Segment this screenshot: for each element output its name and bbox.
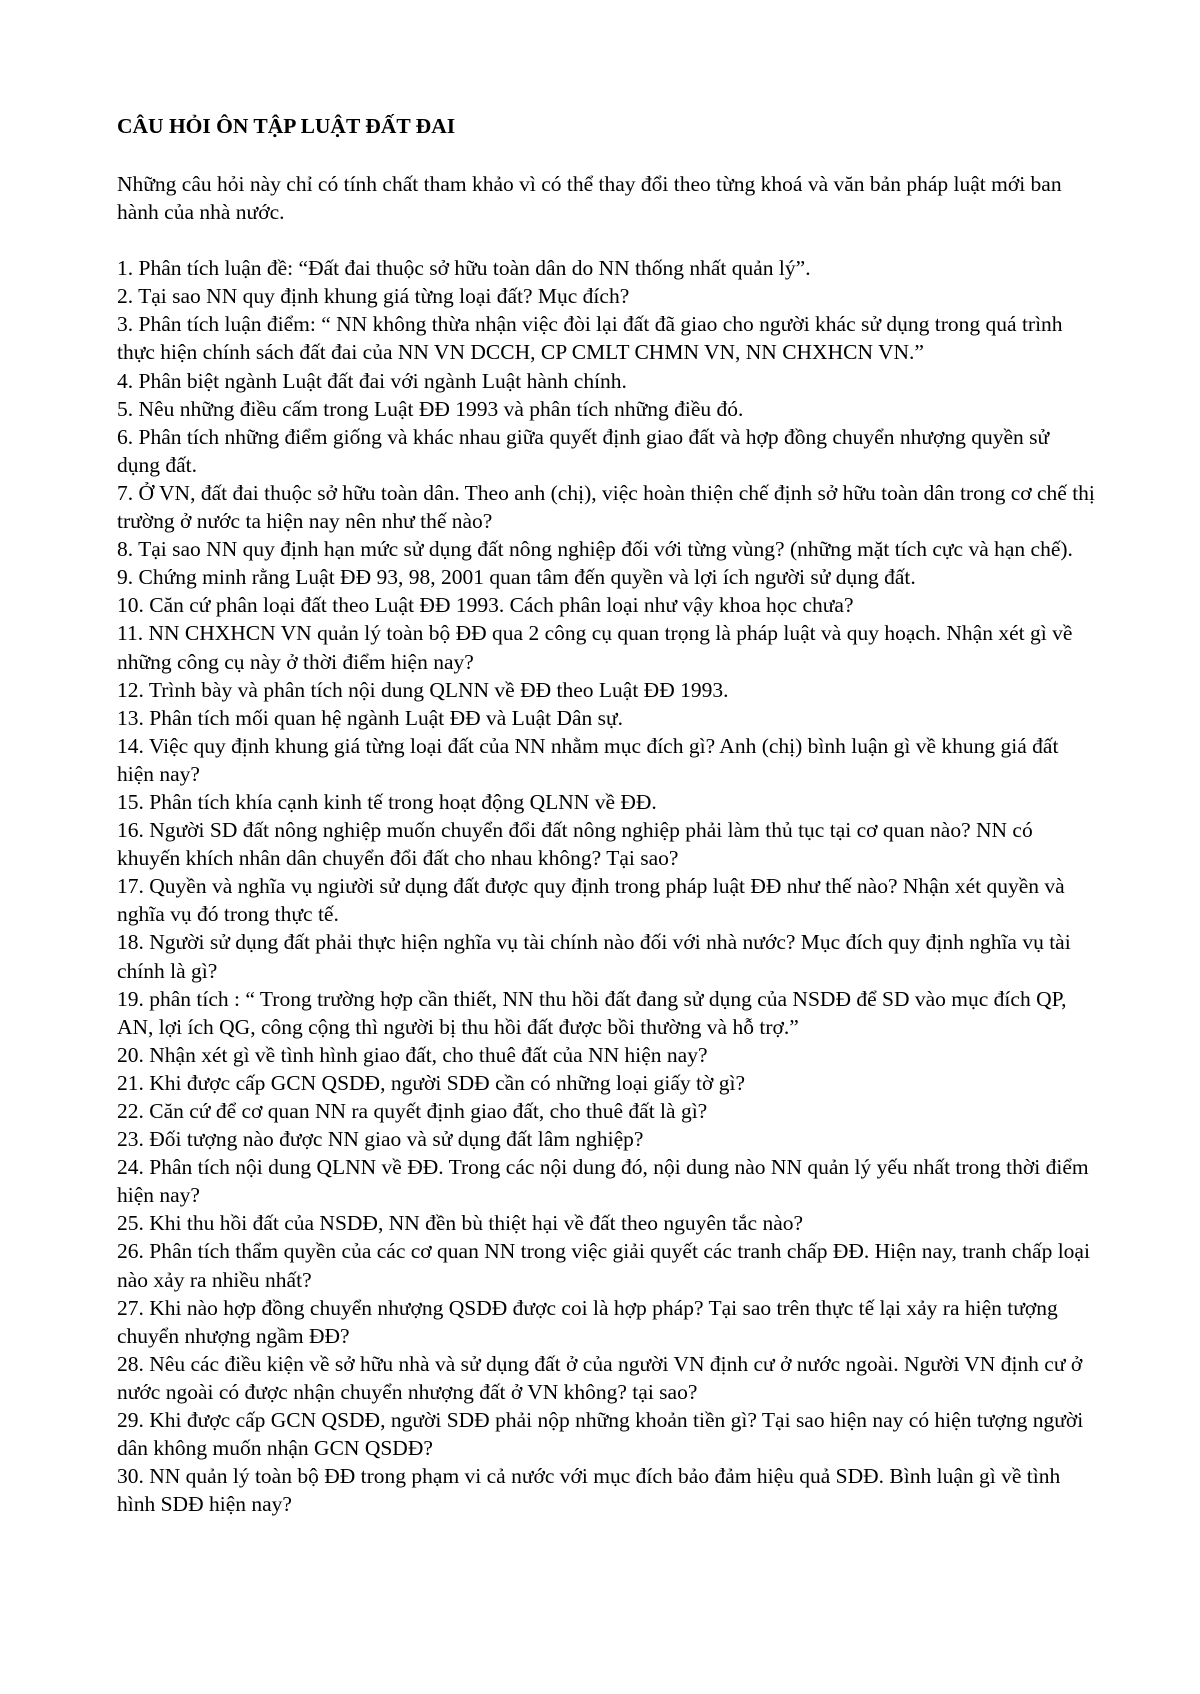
question-item: 19. phân tích : “ Trong trường hợp cần thiết, NN thu hồi đất đang sử dụng của NSDĐ để SD vào mục đích QP, AN, lợi ích QG, công cộng thì người bị thu hồi đất được bồi thường và hỗ trợ.” — [117, 986, 1067, 1039]
question-item: 25. Khi thu hồi đất của NSDĐ, NN đền bù thiệt hại về đất theo nguyên tắc nào? — [117, 1211, 804, 1236]
question-item: 2. Tại sao NN quy định khung giá từng loại đất? Mục đích? — [117, 284, 630, 309]
question-item: 3. Phân tích luận điểm: “ NN không thừa nhận việc đòi lại đất đã giao cho người khác sử dụng trong quá trình thực hiện chính sách đất đai của NN VN DCCH, CP CMLT CHMN VN, NN CHXHCN VN.” — [117, 312, 1063, 365]
question-item: 5. Nêu những điều cấm trong Luật ĐĐ 1993 và phân tích những điều đó. — [117, 396, 744, 421]
question-item: 22. Căn cứ để cơ quan NN ra quyết định giao đất, cho thuê đất là gì? — [117, 1099, 708, 1123]
question-item: 17. Quyền và nghĩa vụ ngiười sử dụng đất được quy định trong pháp luật ĐĐ như thế nào? Nhận xét quyền và nghĩa vụ đó trong thực tế. — [117, 874, 1065, 927]
question-item: 6. Phân tích những điểm giống và khác nhau giữa quyết định giao đất và hợp đồng chuyển nhượng quyền sử dụng đất. — [117, 424, 1050, 477]
question-item: 11. NN CHXHCN VN quản lý toàn bộ ĐĐ qua 2 công cụ quan trọng là pháp luật và quy hoạch. Nhận xét gì về những công cụ này ở thời điểm hiện nay? — [117, 621, 1073, 674]
question-item: 1. Phân tích luận đề: “Đất đai thuộc sở hữu toàn dân do NN thống nhất quản lý”. — [117, 256, 811, 281]
question-item: 21. Khi được cấp GCN QSDĐ, người SDĐ cần có những loại giấy tờ gì? — [117, 1070, 745, 1095]
question-item: 23. Đối tượng nào được NN giao và sử dụng đất lâm nghiệp? — [117, 1127, 644, 1152]
question-item: 9. Chứng minh rằng Luật ĐĐ 93, 98, 2001 quan tâm đến quyền và lợi ích người sử dụng đất. — [117, 565, 916, 590]
question-item: 7. Ở VN, đất đai thuộc sở hữu toàn dân. Theo anh (chị), việc hoàn thiện chế định sở hữu toàn dân trong cơ chế thị trường ở nước ta hiện nay nên như thế nào? — [117, 480, 1095, 534]
question-item: 20. Nhận xét gì về tình hình giao đất, cho thuê đất của NN hiện nay? — [117, 1042, 708, 1067]
question-item: 26. Phân tích thẩm quyền của các cơ quan NN trong việc giải quyết các tranh chấp ĐĐ. Hiện nay, tranh chấp loại nào xảy ra nhiều nhất? — [117, 1239, 1090, 1292]
question-item: 16. Người SD đất nông nghiệp muốn chuyển đổi đất nông nghiệp phải làm thủ tục tại cơ quan nào? NN có khuyến khích nhân dân chuyển đổi đất cho nhau không? Tại sao? — [117, 818, 1033, 871]
document-page — [117, 112, 1097, 1518]
question-item: 24. Phân tích nội dung QLNN về ĐĐ. Trong các nội dung đó, nội dung nào NN quản lý yếu nhất trong thời điểm hiện nay? — [117, 1155, 1089, 1208]
question-item: 28. Nêu các điều kiện về sở hữu nhà và sử dụng đất ở của người VN định cư ở nước ngoài. Người VN định cư ở nước ngoài có được nhận chuyển nhượng đất ở VN không? tại sao? — [117, 1351, 1083, 1404]
question-item: 13. Phân tích mối quan hệ ngành Luật ĐĐ và Luật Dân sự. — [117, 705, 624, 730]
question-item: 15. Phân tích khía cạnh kinh tế trong hoạt động QLNN về ĐĐ. — [117, 789, 657, 814]
question-item: 12. Trình bày và phân tích nội dung QLNN về ĐĐ theo Luật ĐĐ 1993. — [117, 677, 729, 702]
document-title: CÂU HỎI ÔN TẬP LUẬT ĐẤT ĐAI — [117, 114, 456, 138]
question-item: 27. Khi nào hợp đồng chuyển nhượng QSDĐ được coi là hợp pháp? Tại sao trên thực tế lại xảy ra hiện tượng chuyển nhượng ngầm ĐĐ? — [117, 1295, 1058, 1348]
intro-paragraph: Những câu hỏi này chỉ có tính chất tham khảo vì có thể thay đổi theo từng khoá và văn bản pháp luật mới ban hành của nhà nước. — [117, 172, 1062, 225]
question-item: 8. Tại sao NN quy định hạn mức sử dụng đất nông nghiệp đối với từng vùng? (những mặt tích cực và hạn chế). — [117, 537, 1073, 562]
question-item: 14. Việc quy định khung giá từng loại đất của NN nhằm mục đích gì? Anh (chị) bình luận gì về khung giá đất hiện nay? — [117, 733, 1059, 786]
question-item: 4. Phân biệt ngành Luật đất đai với ngành Luật hành chính. — [117, 368, 627, 393]
question-item: 30. NN quản lý toàn bộ ĐĐ trong phạm vi cả nước với mục đích bảo đảm hiệu quả SDĐ. Bình luận gì về tình hình SDĐ hiện nay? — [117, 1464, 1061, 1517]
question-item: 10. Căn cứ phân loại đất theo Luật ĐĐ 1993. Cách phân loại như vậy khoa học chưa? — [117, 593, 854, 618]
question-item: 29. Khi được cấp GCN QSDĐ, người SDĐ phải nộp những khoản tiền gì? Tại sao hiện nay có hiện tượng người dân không muốn nhận GCN QSDĐ? — [117, 1408, 1084, 1461]
question-item: 18. Người sử dụng đất phải thực hiện nghĩa vụ tài chính nào đối với nhà nước? Mục đích quy định nghĩa vụ tài chính là gì? — [117, 930, 1071, 983]
question-list — [117, 254, 1097, 1518]
